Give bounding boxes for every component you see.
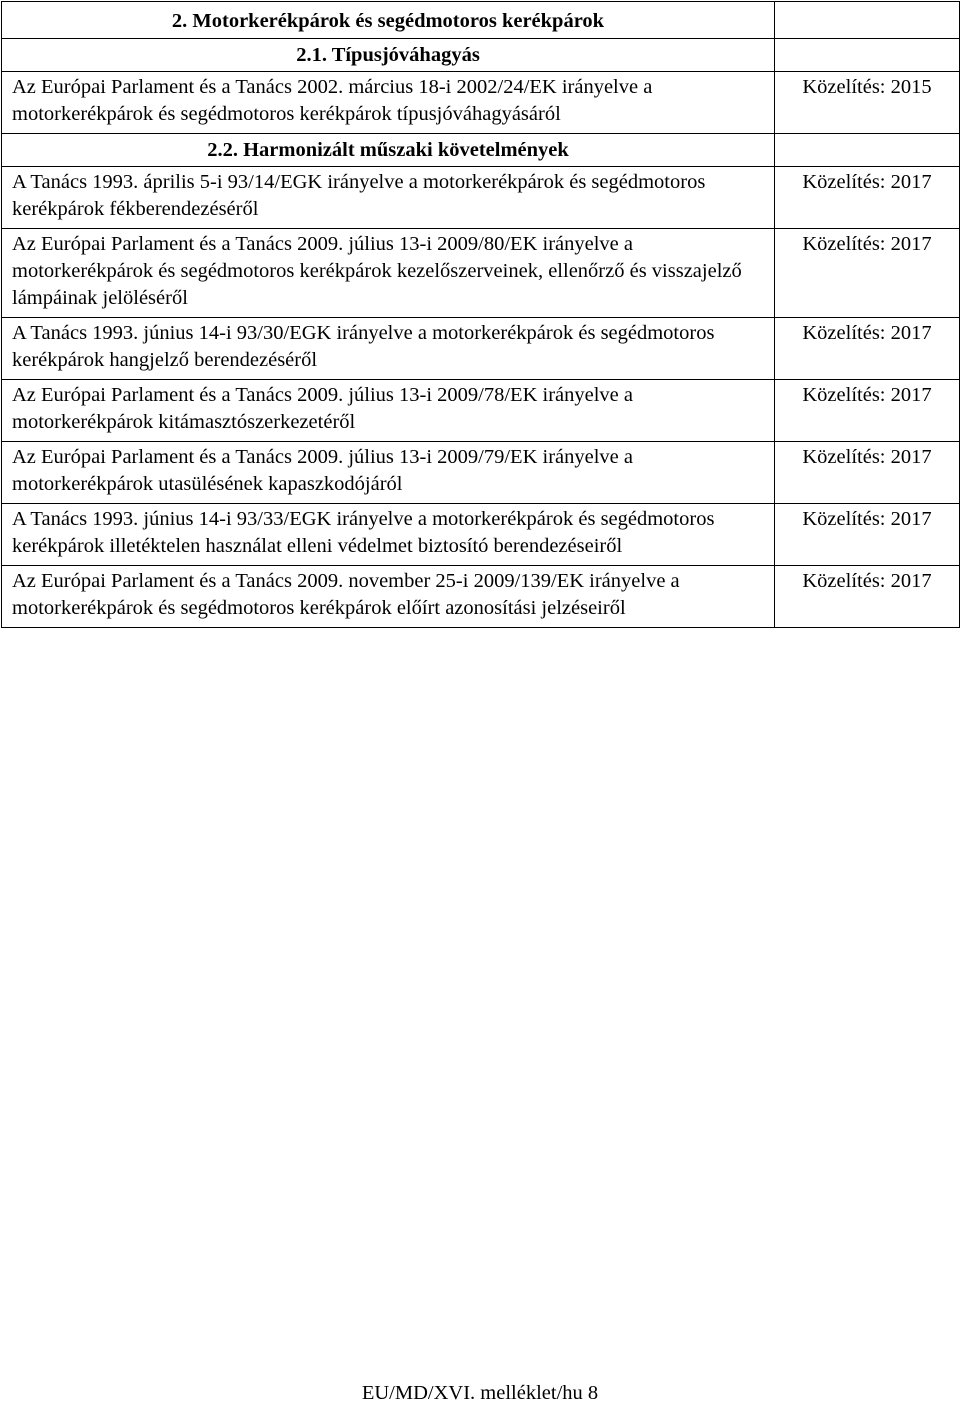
table-row: [2, 72, 960, 134]
approximation-note: Közelítés: 2015: [775, 72, 960, 134]
subsection-title-row: [2, 39, 960, 72]
directive-text: Az Európai Parlament és a Tanács 2002. március 18-i 2002/24/EK irányelve a motorkerékpárok és segédmotoros kerékpárok típusjóváhagyásáról: [2, 72, 775, 134]
approximation-note: Közelítés: 2017: [775, 167, 960, 229]
empty-cell: [775, 39, 960, 72]
table-row: [2, 318, 960, 380]
empty-cell: [775, 134, 960, 167]
section-title: 2. Motorkerékpárok és segédmotoros kerékpárok: [2, 2, 775, 39]
directive-table: [1, 1, 960, 628]
approximation-note: Közelítés: 2017: [775, 229, 960, 318]
directive-text: A Tanács 1993. április 5-i 93/14/EGK irányelve a motorkerékpárok és segédmotoros kerékpárok fékberendezéséről: [2, 167, 775, 229]
directive-text: Az Európai Parlament és a Tanács 2009. július 13-i 2009/78/EK irányelve a motorkerékpárok kitámasztószerkezetéről: [2, 380, 775, 442]
approximation-note: Közelítés: 2017: [775, 504, 960, 566]
directive-text: A Tanács 1993. június 14-i 93/33/EGK irányelve a motorkerékpárok és segédmotoros kerékpárok illetéktelen használat elleni védelmet biztosító berendezéseiről: [2, 504, 775, 566]
subsection-title-row: [2, 134, 960, 167]
directive-text: Az Európai Parlament és a Tanács 2009. július 13-i 2009/79/EK irányelve a motorkerékpárok utasülésének kapaszkodójáról: [2, 442, 775, 504]
table-row: [2, 229, 960, 318]
table-row: [2, 442, 960, 504]
table-row: [2, 380, 960, 442]
table-row: [2, 566, 960, 628]
section-title-row: [2, 2, 960, 39]
empty-cell: [775, 2, 960, 39]
approximation-note: Közelítés: 2017: [775, 566, 960, 628]
approximation-note: Közelítés: 2017: [775, 442, 960, 504]
approximation-note: Közelítés: 2017: [775, 318, 960, 380]
directive-text: Az Európai Parlament és a Tanács 2009. november 25-i 2009/139/EK irányelve a motorkerékpárok és segédmotoros kerékpárok előírt azonosítási jelzéseiről: [2, 566, 775, 628]
approximation-note: Közelítés: 2017: [775, 380, 960, 442]
page-footer: EU/MD/XVI. melléklet/hu 8: [361, 1382, 599, 1404]
subsection-title-harmonised-requirements: 2.2. Harmonizált műszaki követelmények: [2, 134, 775, 167]
directive-text: Az Európai Parlament és a Tanács 2009. július 13-i 2009/80/EK irányelve a motorkerékpárok és segédmotoros kerékpárok kezelőszerveinek, ellenőrző és visszajelző lámpáinak jelöléséről: [2, 229, 775, 318]
table-row: [2, 504, 960, 566]
subsection-title-type-approval: 2.1. Típusjóváhagyás: [2, 39, 775, 72]
directive-text: A Tanács 1993. június 14-i 93/30/EGK irányelve a motorkerékpárok és segédmotoros kerékpárok hangjelző berendezéséről: [2, 318, 775, 380]
table-row: [2, 167, 960, 229]
